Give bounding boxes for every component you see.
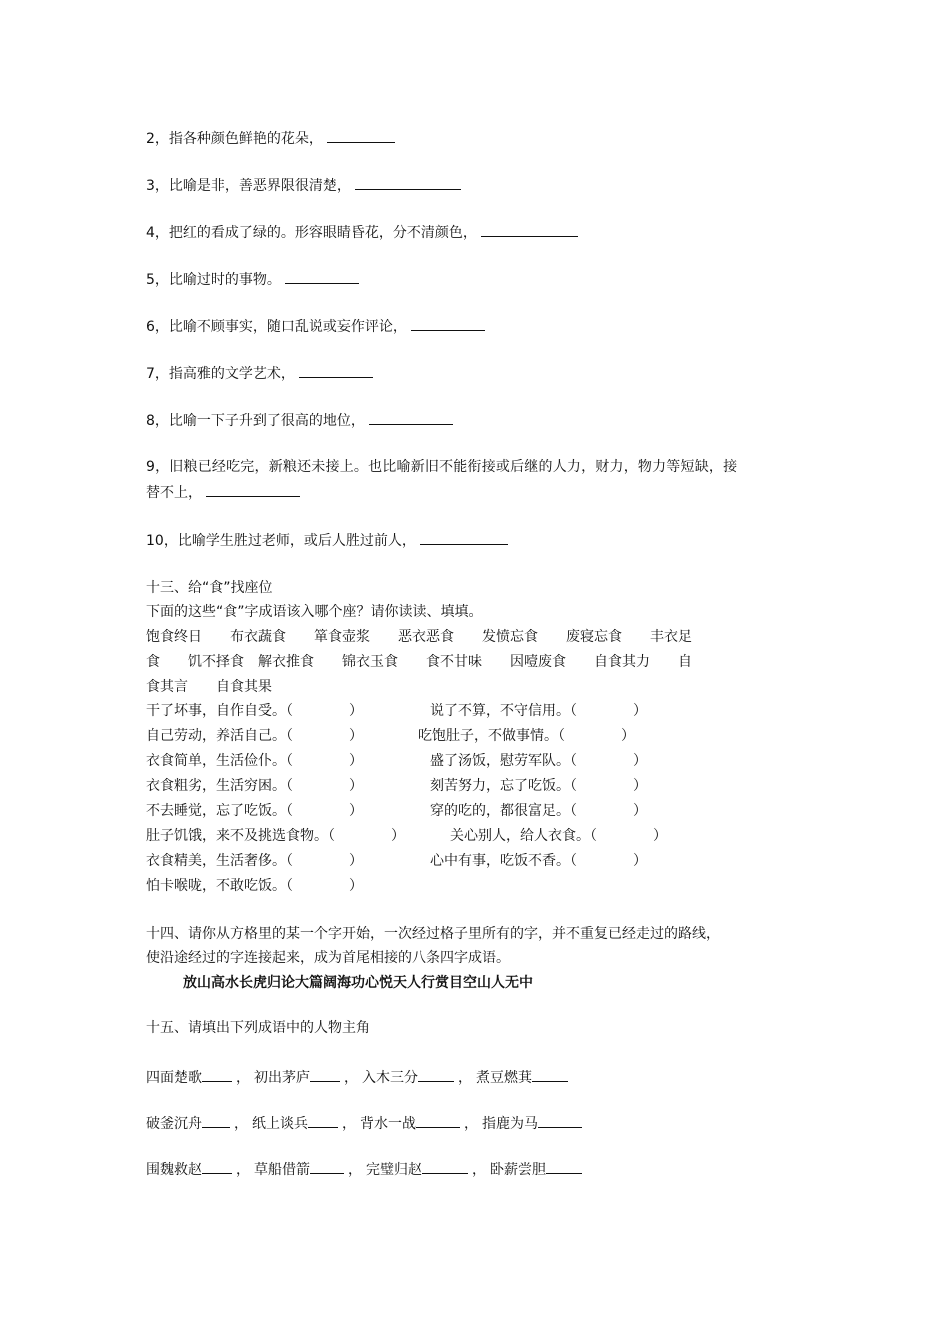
idiom-text: 卧薪尝胆 (490, 1162, 546, 1178)
fill-row (146, 1159, 582, 1180)
answer-blank[interactable] (418, 1067, 454, 1082)
question-text: 4，把红的看成了绿的。形容眼睛昏花，分不清颜色， (146, 225, 477, 241)
question-text: 替不上， (146, 485, 202, 501)
match-clue-right[interactable]: 刻苦努力，忘了吃饭。（ ） (430, 778, 647, 794)
answer-blank[interactable] (202, 1067, 232, 1082)
question-item (146, 269, 359, 290)
match-row (146, 825, 816, 847)
question-text: 8，比喻一下子升到了很高的地位， (146, 413, 365, 429)
match-row (146, 725, 816, 747)
question-text: 3，比喻是非，善恶界限很清楚， (146, 178, 351, 194)
idiom-list-line: 饱食终日 布衣蔬食 箪食壶浆 恶衣恶食 发愤忘食 废寝忘食 丰衣足 (146, 629, 692, 645)
idiom-text: 破釜沉舟 (146, 1116, 202, 1132)
answer-blank[interactable] (416, 1113, 460, 1128)
question-item (146, 175, 461, 196)
match-clue-left[interactable]: 干了坏事，自作自受。（ ） (146, 703, 363, 719)
question-text: 6，比喻不顾事实，随口乱说或妄作评论， (146, 319, 407, 335)
idiom-text: 纸上谈兵 (252, 1116, 308, 1132)
idiom-text: 四面楚歌 (146, 1070, 202, 1086)
section-14-line2: 使沿途经过的字连接起来，成为首尾相接的八条四字成语。 (146, 950, 510, 966)
match-clue-right[interactable]: 说了不算，不守信用。（ ） (430, 703, 647, 719)
answer-blank[interactable] (310, 1159, 344, 1174)
answer-blank[interactable] (299, 363, 373, 378)
idiom-text: 草船借箭 (254, 1162, 310, 1178)
separator: ， (344, 1070, 358, 1086)
fill-row (146, 1113, 582, 1134)
idiom-text: 煮豆燃萁 (476, 1070, 532, 1086)
answer-blank[interactable] (532, 1067, 568, 1082)
match-clue-right[interactable]: 穿的吃的，都很富足。（ ） (430, 803, 647, 819)
match-clue-right[interactable]: 盛了汤饭，慰劳军队。（ ） (430, 753, 647, 769)
idiom-list-line: 食其言 自食其果 (146, 679, 272, 695)
match-clue-right[interactable]: 吃饱肚子，不做事情。（ ） (418, 728, 635, 744)
match-clue-left[interactable]: 衣食简单，生活俭仆。（ ） (146, 753, 363, 769)
match-row (146, 875, 816, 897)
separator: ， (458, 1070, 472, 1086)
match-clue-left[interactable]: 肚子饥饿，来不及挑选食物。（ ） (146, 828, 405, 844)
question-item-9-line1: 9，旧粮已经吃完，新粮还未接上。也比喻新旧不能衔接或后继的人力，财力，物力等短缺，接 (146, 459, 738, 475)
match-row (146, 750, 816, 772)
question-item (146, 316, 485, 337)
match-clue-right[interactable]: 关心别人，给人衣食。（ ） (450, 828, 667, 844)
answer-blank[interactable] (206, 482, 300, 497)
answer-blank[interactable] (310, 1067, 340, 1082)
fill-row (146, 1067, 568, 1088)
question-item (146, 530, 508, 551)
section-15-title: 十五、请填出下列成语中的人物主角 (146, 1020, 370, 1036)
idiom-text: 完璧归赵 (366, 1162, 422, 1178)
answer-blank[interactable] (481, 222, 578, 237)
answer-blank[interactable] (308, 1113, 338, 1128)
question-text: 7，指高雅的文学艺术， (146, 366, 295, 382)
match-clue-left[interactable]: 衣食粗劣，生活穷困。（ ） (146, 778, 363, 794)
question-text: 2，指各种颜色鲜艳的花朵， (146, 131, 323, 147)
question-item-9-line2 (146, 482, 300, 503)
answer-blank[interactable] (422, 1159, 468, 1174)
separator: ， (464, 1116, 478, 1132)
separator: ， (236, 1162, 250, 1178)
match-clue-left[interactable]: 自己劳动，养活自己。（ ） (146, 728, 363, 744)
match-row (146, 800, 816, 822)
question-item (146, 410, 453, 431)
question-item (146, 128, 395, 149)
question-item (146, 222, 578, 243)
answer-blank[interactable] (538, 1113, 582, 1128)
question-item (146, 363, 373, 384)
separator: ， (234, 1116, 248, 1132)
separator: ， (342, 1116, 356, 1132)
separator: ， (472, 1162, 486, 1178)
idiom-text: 背水一战 (360, 1116, 416, 1132)
match-row (146, 700, 816, 722)
match-row (146, 775, 816, 797)
answer-blank[interactable] (355, 175, 461, 190)
separator: ， (236, 1070, 250, 1086)
idiom-text: 围魏救赵 (146, 1162, 202, 1178)
idiom-text: 初出茅庐 (254, 1070, 310, 1086)
answer-blank[interactable] (411, 316, 485, 331)
match-clue-left[interactable]: 怕卡喉咙，不敢吃饭。（ ） (146, 878, 363, 894)
answer-blank[interactable] (327, 128, 395, 143)
answer-blank[interactable] (546, 1159, 582, 1174)
idiom-text: 指鹿为马 (482, 1116, 538, 1132)
match-clue-left[interactable]: 衣食精美，生活奢侈。（ ） (146, 853, 363, 869)
section-13-title: 十三、给“食”找座位 (146, 580, 273, 596)
match-row (146, 850, 816, 872)
answer-blank[interactable] (285, 269, 359, 284)
question-text: 10，比喻学生胜过老师，或后人胜过前人， (146, 533, 416, 549)
section-14-line1: 十四、请你从方格里的某一个字开始，一次经过格子里所有的字，并不重复已经走过的路线， (146, 926, 720, 942)
match-clue-right[interactable]: 心中有事，吃饭不香。（ ） (430, 853, 647, 869)
character-grid-text: 放山高水长虎归论大篇阔海功心悦天人行赏目空山人无中 (183, 975, 533, 991)
idiom-text: 入木三分 (362, 1070, 418, 1086)
answer-blank[interactable] (420, 530, 508, 545)
question-text: 5，比喻过时的事物。 (146, 272, 281, 288)
idiom-list-line: 食 饥不择食 解衣推食 锦衣玉食 食不甘味 因噎废食 自食其力 自 (146, 654, 692, 670)
answer-blank[interactable] (202, 1159, 232, 1174)
section-13-instruction: 下面的这些“食”字成语该入哪个座？请你读读、填填。 (146, 604, 483, 620)
answer-blank[interactable] (369, 410, 453, 425)
match-clue-left[interactable]: 不去睡觉，忘了吃饭。（ ） (146, 803, 363, 819)
answer-blank[interactable] (202, 1113, 230, 1128)
separator: ， (348, 1162, 362, 1178)
